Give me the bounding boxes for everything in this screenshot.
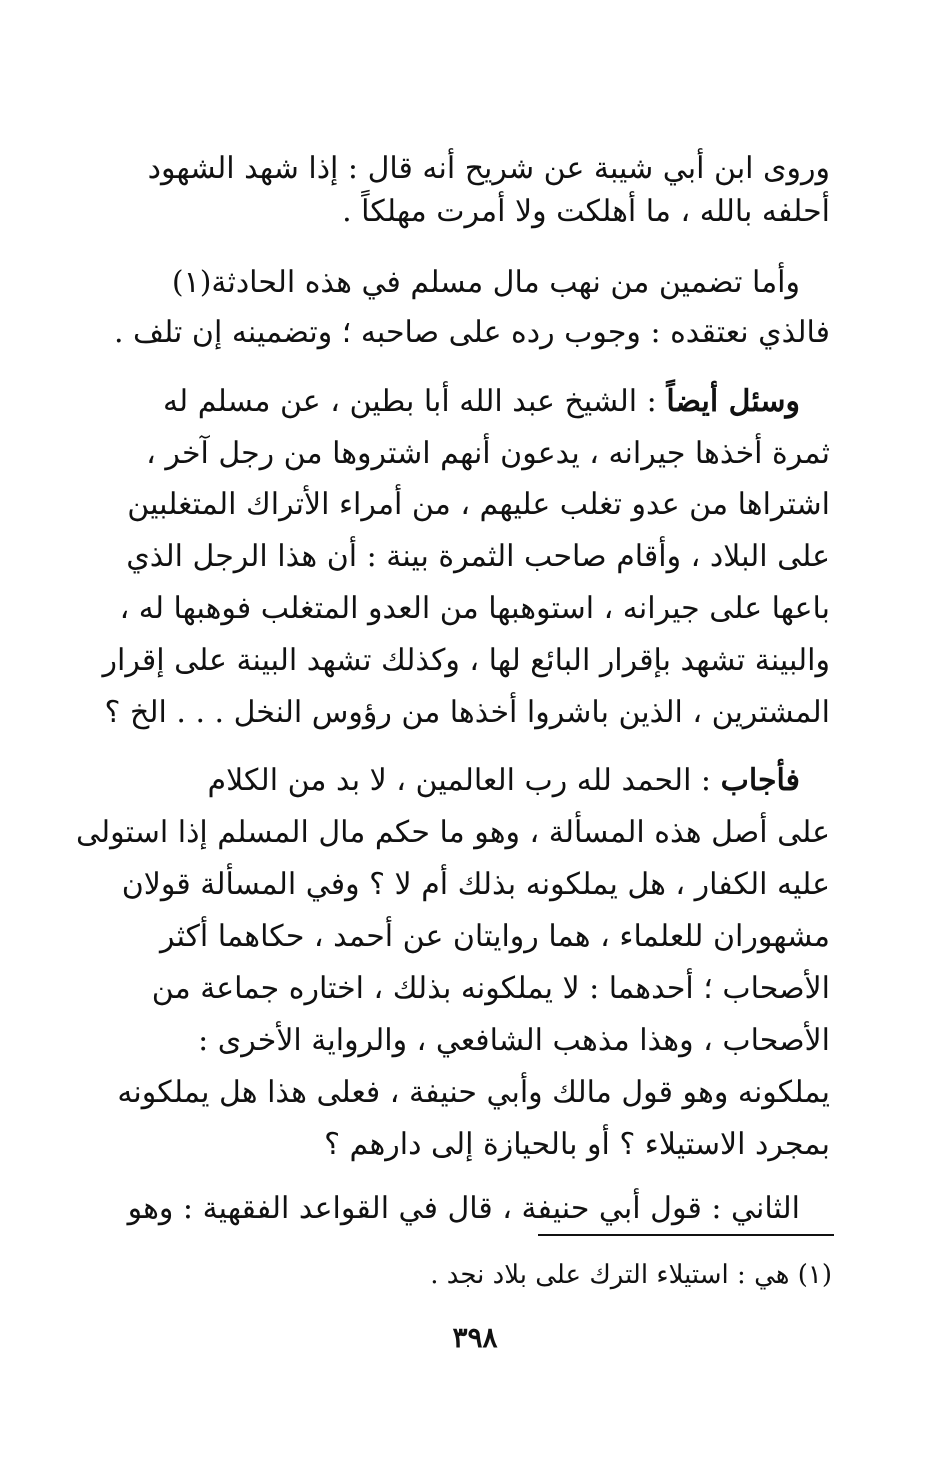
text-line: على البلاد ، وأقام صاحب الثمرة بينة : أن هذا الرجل الذي bbox=[126, 539, 830, 574]
footnote-separator bbox=[538, 1234, 834, 1236]
page-number: ٣٩٨ bbox=[452, 1321, 498, 1354]
question-lead: وسئل أيضاً bbox=[666, 384, 800, 419]
text-line: المشترين ، الذين باشروا أخذها من رؤوس النخل . . . الخ ؟ bbox=[104, 695, 830, 730]
text-line: وأما تضمين من نهب مال مسلم في هذه الحادثة(١) bbox=[171, 265, 800, 300]
text-line: فالذي نعتقده : وجوب رده على صاحبه ؛ وتضمينه إن تلف . bbox=[113, 315, 830, 350]
text-line: بمجرد الاستيلاء ؟ أو بالحيازة إلى دارهم ؟ bbox=[324, 1127, 830, 1162]
answer-first-line bbox=[208, 760, 800, 802]
text-line: الأصحاب ؛ أحدهما : لا يملكونه بذلك ، اختاره جماعة من bbox=[151, 971, 830, 1006]
answer-lead: فأجاب bbox=[720, 763, 800, 798]
question-text: : الشيخ عبد الله أبا بطين ، عن مسلم له bbox=[162, 384, 667, 419]
question-first-line bbox=[163, 381, 800, 423]
text-line: مشهوران للعلماء ، هما روايتان عن أحمد ، حكاهما أكثر bbox=[160, 919, 830, 954]
text-line: وروى ابن أبي شيبة عن شريح أنه قال : إذا شهد الشهود bbox=[147, 151, 830, 186]
text-line: على أصل هذه المسألة ، وهو ما حكم مال المسلم إذا استولى bbox=[76, 815, 830, 850]
text-line: عليه الكفار ، هل يملكونه بذلك أم لا ؟ وفي المسألة قولان bbox=[121, 867, 830, 902]
text-line: الثاني : قول أبي حنيفة ، قال في القواعد الفقهية : وهو bbox=[127, 1191, 800, 1226]
text-line: اشتراها من عدو تغلب عليهم ، من أمراء الأتراك المتغلبين bbox=[127, 487, 830, 522]
text-line: الأصحاب ، وهذا مذهب الشافعي ، والرواية الأخرى : bbox=[198, 1023, 830, 1058]
text-line: أحلفه بالله ، ما أهلكت ولا أمرت مهلكاً . bbox=[342, 194, 830, 229]
text-line: يملكونه وهو قول مالك وأبي حنيفة ، فعلى هذا هل يملكونه bbox=[117, 1075, 830, 1110]
text-line: والبينة تشهد بإقرار البائع لها ، وكذلك تشهد البينة على إقرار bbox=[102, 643, 830, 678]
text-line: باعها على جيرانه ، استوهبها من العدو المتغلب فوهبها له ، bbox=[119, 591, 830, 626]
text-line: ثمرة أخذها جيرانه ، يدعون أنهم اشتروها من رجل آخر ، bbox=[146, 436, 830, 471]
footnote: (١) هي : استيلاء الترك على بلاد نجد . bbox=[430, 1260, 832, 1290]
answer-text: : الحمد لله رب العالمين ، لا بد من الكلام bbox=[207, 763, 721, 798]
